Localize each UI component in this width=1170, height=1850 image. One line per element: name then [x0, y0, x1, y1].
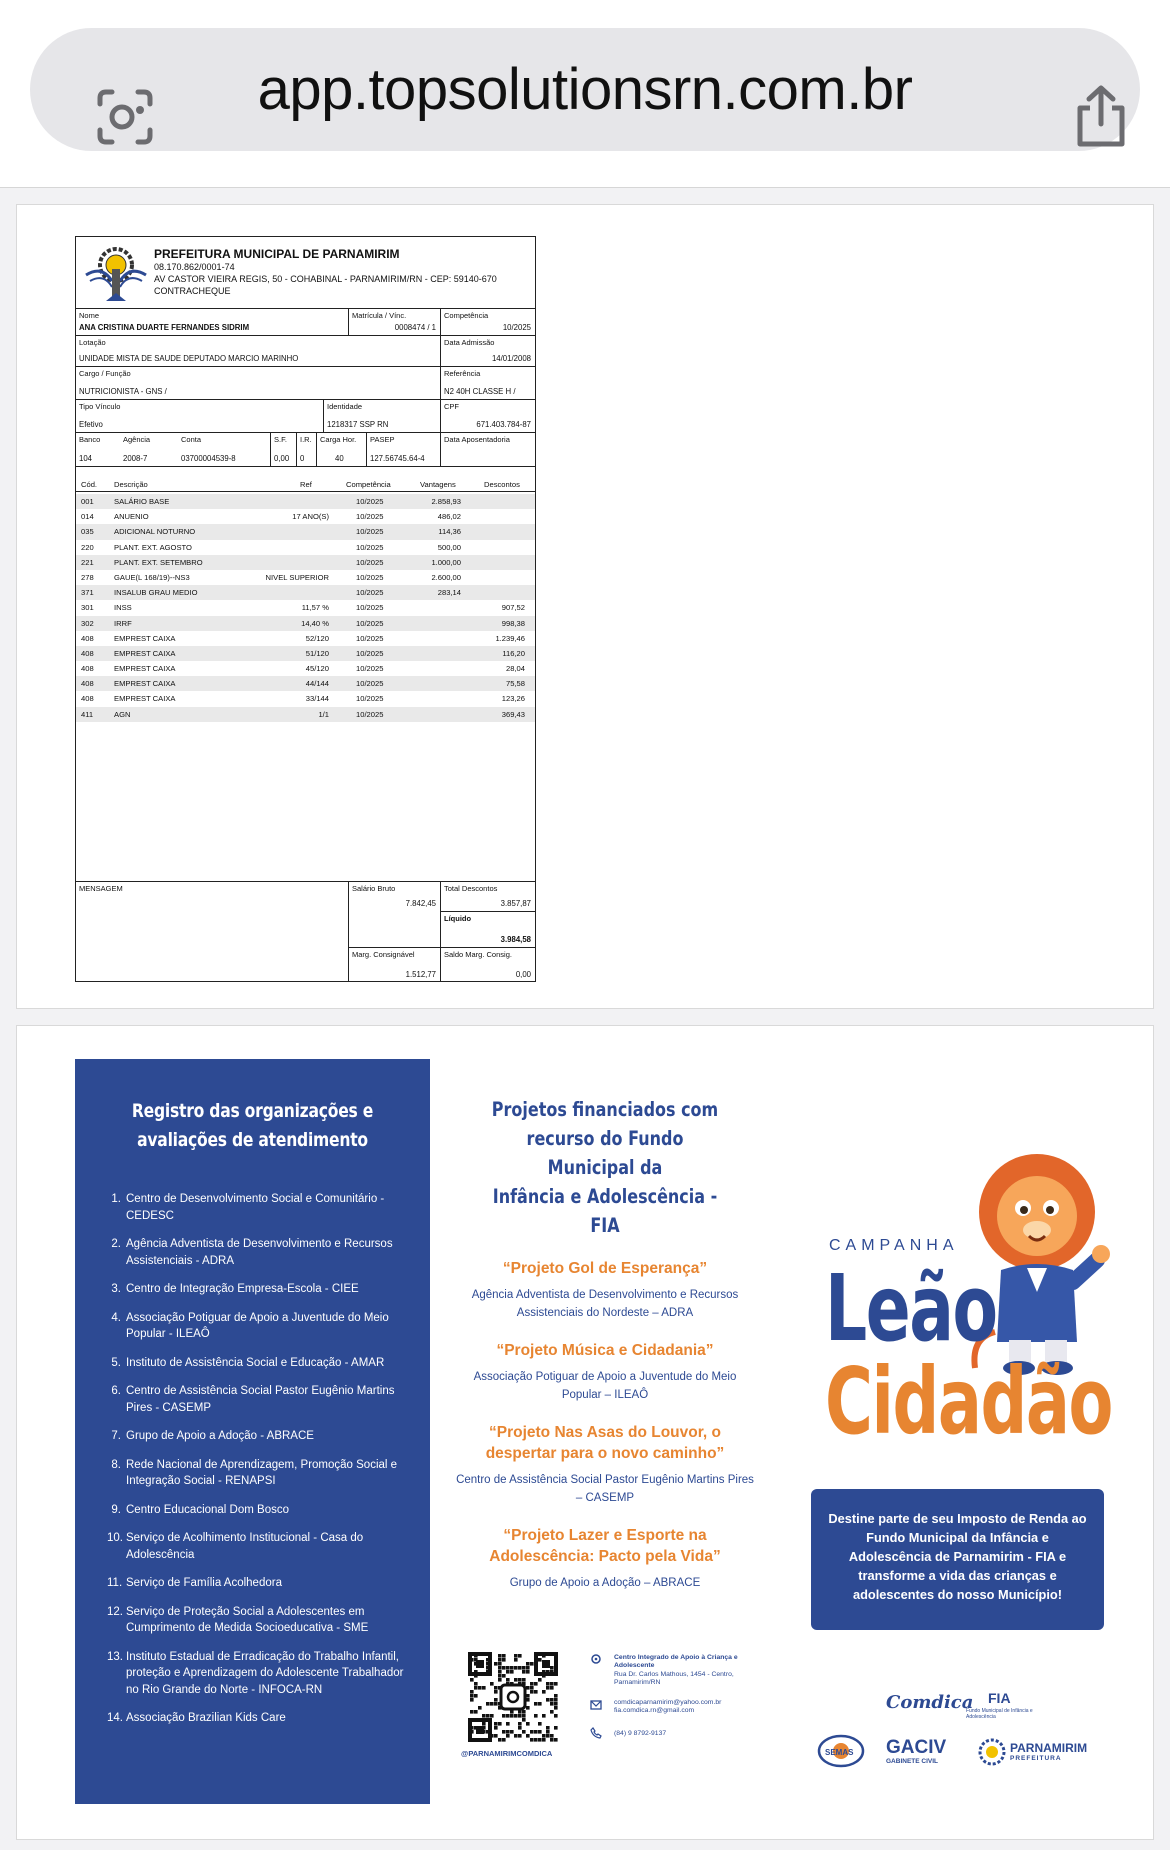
- job-title: NUTRICIONISTA - GNS /: [79, 387, 167, 396]
- item-venc: 283,14: [437, 588, 461, 598]
- projects-title: Projetos financiados com recurso do Fundo Municipal da Infância e Adolescência - FIA: [491, 1098, 719, 1237]
- payslip-item-row: [76, 707, 535, 722]
- reference: N2 40H CLASSE H /: [444, 387, 516, 396]
- employee-name: ANA CRISTINA DUARTE FERNANDES SIDRIM: [79, 323, 250, 332]
- item-cod: 220: [81, 542, 94, 552]
- item-desc: EMPREST CAIXA: [114, 694, 176, 704]
- contact-address: Rua Dr. Carlos Mathous, 1454 - Centro, Parnamirim/RN: [614, 1671, 734, 1686]
- item-comp: 10/2025: [356, 694, 384, 704]
- gaciv-logo-subtitle: GABINETE CIVIL: [886, 1758, 939, 1765]
- gaciv-logo: GACIV: [886, 1737, 947, 1758]
- organization-item: 1. Centro de Desenvolvimento Social e Comunitário - CEDESC: [111, 1193, 385, 1222]
- item-cod: 278: [81, 572, 94, 582]
- phone-icon: [590, 1727, 602, 1739]
- item-desc: ADICIONAL NOTURNO: [114, 527, 196, 537]
- items-list: [76, 494, 535, 722]
- item-cod: 014: [81, 512, 94, 522]
- gross-salary: 7.842,45: [405, 899, 436, 908]
- payslip-item-row: [76, 646, 535, 661]
- item-ref: 52/120: [305, 633, 329, 643]
- project-organization: Centro de Assistência Social Pastor Eugênio Martins Pires – CASEMP: [456, 1474, 754, 1504]
- pasep: 127.56745.64-4: [370, 454, 425, 463]
- item-venc: 114,36: [438, 527, 461, 537]
- message-label: MENSAGEM: [79, 884, 123, 893]
- admission-date: 14/01/2008: [491, 354, 531, 363]
- item-desc: SALÁRIO BASE: [114, 497, 170, 506]
- item-comp: 10/2025: [356, 709, 384, 719]
- item-desct: 75,58: [505, 679, 525, 689]
- item-desct: 907,52: [501, 603, 525, 613]
- organization-item: 14. Associação Brazilian Kids Care: [107, 1712, 286, 1724]
- item-venc: 500,00: [437, 542, 461, 552]
- municipal-crest-icon: [84, 243, 148, 305]
- item-desc: EMPREST CAIXA: [114, 648, 176, 658]
- item-desct: 28,04: [505, 664, 525, 674]
- item-comp: 10/2025: [356, 557, 384, 567]
- item-cod: 035: [81, 527, 94, 537]
- item-venc: 2.858,93: [431, 497, 461, 506]
- item-desc: EMPREST CAIXA: [114, 664, 176, 674]
- item-comp: 10/2025: [356, 648, 384, 658]
- payslip-footer: MENSAGEM Salário Bruto 7.842,45 Marg. Consignável 1.512,77 Total Descontos 3.857,87 Líquido 3.984,58 Saldo Marg. Consig. 0,00: [76, 881, 535, 981]
- item-desct: 116,20: [502, 648, 525, 658]
- org-address: AV CASTOR VIEIRA REGIS, 50 - COHABINAL - PARNAMIRIM/RN - CEP: 59140-670: [154, 274, 497, 284]
- item-cod: 221: [81, 557, 94, 567]
- sf-value: 0,00: [274, 454, 290, 463]
- total-deductions: 3.857,87: [500, 899, 531, 908]
- item-cod: 408: [81, 664, 94, 674]
- item-desc: EMPREST CAIXA: [114, 679, 176, 689]
- payslip-item-row: [76, 540, 535, 555]
- item-desc: PLANT. EXT. AGOSTO: [114, 542, 192, 552]
- project-item: [455, 1258, 755, 1322]
- item-cod: 408: [81, 694, 94, 704]
- item-comp: 10/2025: [356, 664, 384, 674]
- item-cod: 301: [81, 603, 94, 613]
- period: 10/2025: [502, 323, 531, 332]
- item-desc: PLANT. EXT. SETEMBRO: [114, 557, 203, 567]
- payslip-item-row: [76, 631, 535, 646]
- ir-value: 0: [300, 454, 305, 463]
- item-desc: EMPREST CAIXA: [114, 633, 176, 643]
- organizations-title: Registro das organizações e avaliações de atendimento: [131, 1100, 374, 1151]
- payslip-item-row: [76, 585, 535, 600]
- item-desc: IRRF: [114, 618, 132, 628]
- organization-item: 11. Serviço de Família Acolhedora: [107, 1577, 282, 1589]
- item-ref: 14,40 %: [301, 618, 329, 628]
- contact-email: comdicaparnamirim@yahoo.com.br fia.comdica.rn@gmail.com: [614, 1699, 722, 1714]
- consignable-margin: 1.512,77: [405, 970, 436, 979]
- item-comp: 10/2025: [356, 512, 384, 522]
- comdica-logo: Comdica: [886, 1692, 974, 1713]
- project-item: [455, 1525, 755, 1593]
- organization-item: 8. Rede Nacional de Aprendizagem, Promoção Social e Integração Social - RENAPSI: [111, 1458, 398, 1487]
- semas-logo-text: SEMAS: [825, 1748, 854, 1757]
- item-ref: 45/120: [305, 664, 329, 674]
- payslip-header: [76, 237, 535, 309]
- row-name: Nome ANA CRISTINA DUARTE FERNANDES SIDRIM Matrícula / Vínc. 0008474 / 1 Competência 10/2025: [76, 309, 535, 336]
- org-name: PREFEITURA MUNICIPAL DE PARNAMIRIM: [154, 247, 400, 261]
- item-venc: 1.000,00: [431, 557, 461, 567]
- instagram-handle: @PARNAMIRIMCOMDICA: [461, 1749, 553, 1758]
- payslip-item-row: [76, 494, 535, 509]
- item-comp: 10/2025: [356, 679, 384, 689]
- item-ref: 11,57 %: [301, 603, 329, 613]
- item-ref: 33/144: [305, 694, 329, 704]
- browser-toolbar: [0, 0, 1170, 188]
- organization-item: 6. Centro de Assistência Social Pastor Eugênio Martins Pires - CASEMP: [111, 1385, 395, 1414]
- item-desct: 369,43: [501, 709, 525, 719]
- organization-item: 2. Agência Adventista de Desenvolvimento e Recursos Assistenciais - ADRA: [111, 1238, 393, 1267]
- item-desct: 1.239,46: [495, 633, 525, 643]
- margin-balance: 0,00: [515, 970, 531, 979]
- item-ref: 51/120: [305, 648, 329, 658]
- organizations-list: [107, 1191, 417, 1739]
- project-name: “Projeto Nas Asas do Louvor, o despertar para o novo caminho”: [485, 1424, 725, 1462]
- payslip-item-row: [76, 570, 535, 585]
- work-hours: 40: [335, 454, 344, 463]
- item-comp: 10/2025: [356, 572, 384, 582]
- payslip-item-row: [76, 676, 535, 691]
- item-desc: AGN: [114, 709, 131, 719]
- item-venc: 486,02: [437, 512, 461, 522]
- organization-item: 5. Instituto de Assistência Social e Educação - AMAR: [111, 1356, 385, 1369]
- net-pay: 3.984,58: [500, 935, 531, 944]
- bank: 104: [79, 454, 93, 463]
- item-cod: 371: [81, 588, 94, 598]
- organization-item: 9. Centro Educacional Dom Bosco: [111, 1503, 289, 1516]
- employment-type: Efetivo: [79, 420, 103, 429]
- payslip-item-row: [76, 661, 535, 676]
- item-cod: 302: [81, 618, 94, 628]
- fia-logo-subtitle: Fundo Municipal de Infância e Adolescência: [966, 1708, 1033, 1720]
- row-bank: Banco 104 Agência 2008-7 Conta 03700004539-8 S.F. 0,00 I.R. 0 Carga Hor. 40 PASEP 127.56745.64-4 Data Aposentadoria: [76, 433, 535, 467]
- item-desct: 998,38: [501, 618, 525, 628]
- qr-code-icon: [468, 1652, 558, 1742]
- item-desc: INSS: [114, 603, 132, 613]
- doc-type: CONTRACHEQUE: [154, 286, 231, 296]
- project-item: [455, 1340, 755, 1404]
- payslip-item-row: [76, 600, 535, 615]
- contact-place: Centro Integrado de Apoio à Criança e Adolescente: [614, 1654, 738, 1669]
- row-lotacao: Lotação UNIDADE MISTA DE SAUDE DEPUTADO MARCIO MARINHO Data Admissão 14/01/2008: [76, 336, 535, 367]
- projects-list: [455, 1258, 755, 1593]
- organization-item: 13. Instituto Estadual de Erradicação do Trabalho Infantil, proteção e Aprendizagem do Adolescente Trabalhador no Rio Grande do Norte - INFOCA-RN: [107, 1650, 404, 1696]
- payslip-item-row: [76, 691, 535, 706]
- donation-call-to-action: Destine parte de seu Imposto de Renda ao Fundo Municipal da Infância e Adolescência de Parnamirim - FIA e transforme a vida das crianças e adolescentes do nosso Município!: [811, 1489, 1104, 1630]
- payslip-item-row: [76, 524, 535, 539]
- item-desc: GAUE(L 168/19)--NS3: [114, 572, 190, 582]
- organization-item: 4. Associação Potiguar de Apoio a Juventude do Meio Popular - ILEAÔ: [111, 1311, 389, 1340]
- item-venc: 2.600,00: [431, 572, 461, 582]
- project-item: [455, 1422, 755, 1507]
- project-organization: Associação Potiguar de Apoio a Juventude do Meio Popular – ILEAÔ: [473, 1371, 737, 1401]
- share-icon[interactable]: [1070, 84, 1132, 148]
- address-bar[interactable]: [30, 28, 1140, 151]
- item-cod: 408: [81, 679, 94, 689]
- organization-item: 3. Centro de Integração Empresa-Escola - CIEE: [111, 1283, 359, 1295]
- row-cargo: Cargo / Função NUTRICIONISTA - GNS / Referência N2 40H CLASSE H /: [76, 367, 535, 400]
- project-name: “Projeto Gol de Esperança”: [502, 1260, 708, 1277]
- fia-logo: FIA: [988, 1690, 1011, 1706]
- organizations-panel: [75, 1059, 430, 1804]
- account: 03700004539-8: [181, 454, 236, 463]
- campaign-title-leao: Leão: [825, 1255, 997, 1362]
- row-vinculo: Tipo Vínculo Efetivo Identidade 1218317 SSP RN CPF 671.403.784-87: [76, 400, 535, 433]
- organization-item: 7. Grupo de Apoio a Adoção - ABRACE: [111, 1430, 314, 1442]
- item-comp: 10/2025: [356, 618, 384, 628]
- agency: 2008-7: [123, 454, 148, 463]
- item-cod: 411: [81, 709, 94, 719]
- item-cod: 408: [81, 648, 94, 658]
- parnamirim-logo: PARNAMIRIM: [1010, 1741, 1088, 1755]
- item-comp: 10/2025: [356, 497, 384, 506]
- item-comp: 10/2025: [356, 527, 384, 537]
- item-ref: 44/144: [305, 679, 329, 689]
- url-text[interactable]: app.topsolutionsrn.com.br: [257, 57, 913, 122]
- item-desc: ANUENIO: [114, 512, 149, 522]
- parnamirim-logo-subtitle: PREFEITURA: [1010, 1755, 1062, 1762]
- location-icon: [590, 1654, 602, 1666]
- projects-column: [455, 1095, 755, 1593]
- email-icon: [590, 1699, 602, 1711]
- parnamirim-crest-icon: [977, 1737, 1007, 1767]
- item-ref: NIVEL SUPERIOR: [265, 572, 329, 582]
- cpf: 671.403.784-87: [476, 420, 531, 429]
- item-cod: 408: [81, 633, 94, 643]
- items-header: Cód. Descrição Ref Competência Vantagens Descontos: [76, 477, 535, 492]
- registration: 0008474 / 1: [394, 323, 436, 332]
- campaign-label: CAMPANHA: [829, 1237, 959, 1254]
- item-ref: 1/1: [318, 709, 329, 719]
- project-name: “Projeto Lazer e Esporte na Adolescência: Pacto pela Vida”: [489, 1527, 721, 1565]
- payslip: [75, 236, 536, 982]
- identity: 1218317 SSP RN: [327, 420, 389, 429]
- item-comp: 10/2025: [356, 542, 384, 552]
- item-desct: 123,26: [501, 694, 525, 704]
- project-organization: Agência Adventista de Desenvolvimento e Recursos Assistenciais do Nordeste – ADRA: [471, 1289, 739, 1319]
- workplace: UNIDADE MISTA DE SAUDE DEPUTADO MARCIO MARINHO: [79, 354, 299, 363]
- item-desc: INSALUB GRAU MEDIO: [114, 588, 198, 598]
- organization-item: 10. Serviço de Acolhimento Institucional - Casa do Adolescência: [107, 1532, 364, 1561]
- item-cod: 001: [81, 497, 94, 506]
- item-comp: 10/2025: [356, 588, 384, 598]
- payslip-item-row: [76, 616, 535, 631]
- organization-item: 12. Serviço de Proteção Social a Adolescentes em Cumprimento de Medida Socioeducativa - SME: [107, 1605, 369, 1634]
- project-organization: Grupo de Apoio a Adoção – ABRACE: [509, 1577, 701, 1589]
- item-comp: 10/2025: [356, 633, 384, 643]
- item-comp: 10/2025: [356, 603, 384, 613]
- payslip-item-row: [76, 555, 535, 570]
- org-cnpj: 08.170.862/0001-74: [154, 262, 235, 272]
- payslip-item-row: [76, 509, 535, 524]
- project-name: “Projeto Música e Cidadania”: [496, 1342, 714, 1359]
- item-ref: 17 ANO(S): [292, 512, 329, 522]
- contact-phone: (84) 9 8792-9137: [614, 1730, 667, 1737]
- campaign-title-cidadao: Cidadão: [825, 1348, 1112, 1455]
